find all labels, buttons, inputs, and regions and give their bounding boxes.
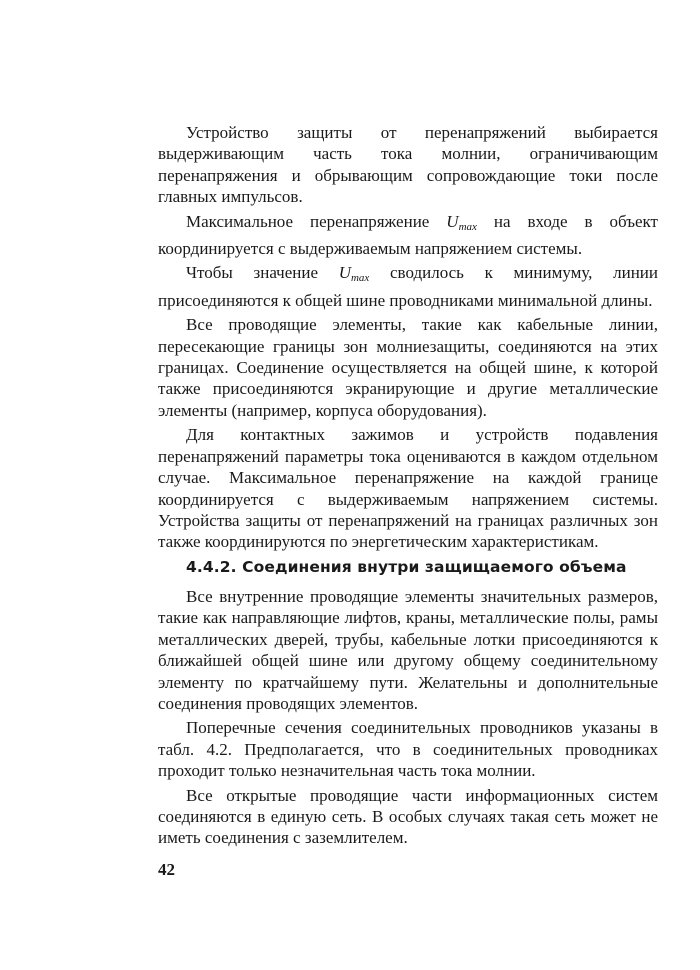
voltage-subscript: max xyxy=(350,272,370,285)
section-heading: 4.4.2. Соединения внутри защищаемого объема xyxy=(186,558,627,576)
voltage-symbol: U xyxy=(338,263,351,283)
paragraph-text: Чтобы значение xyxy=(186,263,339,283)
text-block-bottom xyxy=(158,586,658,852)
paragraph: Для контактных зажимов и устройств подавления перенапряжений параметры тока оцениваются в каждом отдельном случае. Максимальное перенапряжение на каждой границе координируется с выдерживаемым напряжением системы. Устройства защиты от перенапряжений на границах различных зон также координируются по энергетическим характеристикам. xyxy=(158,425,658,552)
paragraph: Поперечные сечения соединительных проводников указаны в табл. 4.2. Предполагается, что в соединительных проводниках проходит только незначительная часть тока молнии. xyxy=(158,718,658,781)
paragraph xyxy=(158,211,658,260)
voltage-symbol: U xyxy=(446,211,459,231)
page-number: 42 xyxy=(158,860,175,879)
paragraph-text: на входе в объект координируется с выдерживаемым напряжением системы. xyxy=(158,211,658,259)
paragraph xyxy=(158,262,658,311)
paragraph: Все внутренние проводящие элементы значительных размеров, такие как направляющие лифтов, краны, металлические полы, рамы металлических дверей, трубы, кабельные лотки присоединяются к ближайшей общей шине или другому общему соединительному элементу по кратчайшему пути. Желательны и дополнительные соединения проводящих элементов. xyxy=(158,587,658,714)
paragraph: Все открытые проводящие части информационных систем соединяются в единую сеть. В особых случаях такая сеть может не иметь соединения с заземлителем. xyxy=(158,785,658,848)
paragraph: Устройство защиты от перенапряжений выбирается выдерживающим часть тока молнии, ограничивающим перенапряжения и обрывающим сопровождающие токи после главных импульсов. xyxy=(158,123,658,207)
paragraph-text: сводилось к минимуму, линии присоединяются к общей шине проводниками минимальной длины. xyxy=(158,263,658,310)
paragraph: Все проводящие элементы, такие как кабельные линии, пересекающие границы зон молниезащиты, соединяются на этих границах. Соединение осуществляется на общей шине, к которой также присоединяются экранирующие и другие металлические элементы (например, корпуса оборудования). xyxy=(158,315,658,420)
text-block-top xyxy=(158,122,658,556)
voltage-subscript: max xyxy=(458,220,477,233)
paragraph-text: Максимальное перенапряжение xyxy=(186,211,447,231)
